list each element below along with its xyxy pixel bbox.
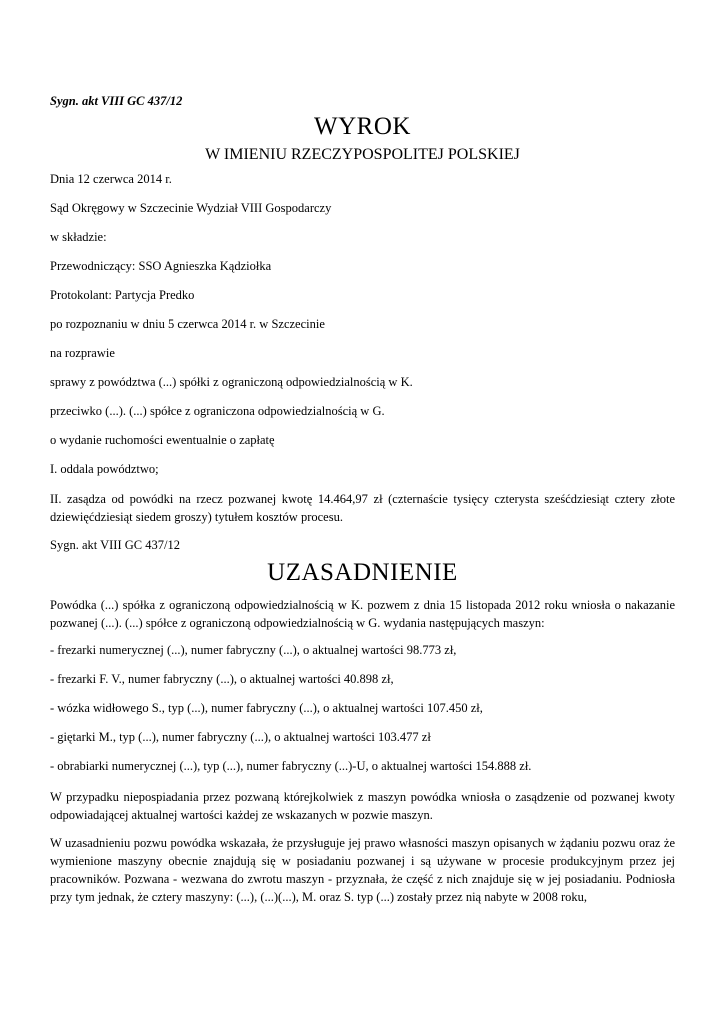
reasoning-title: UZASADNIENIE [267,559,458,586]
case-number-repeat: Sygn. akt VIII GC 437/12 [50,538,180,552]
ruling-point-two: II. zasądza od powódki na rzecz pozwanej kwotę 14.464,97 zł (czternaście tysięcy czterysta sześćdziesiąt cztery złote dziewięćdziesiąt siedem groszy) tytułem kosztów procesu. [50,492,675,524]
machine-item: - obrabiarki numerycznej (...), typ (...), numer fabryczny (...)-U, o aktualnej wartości 154.888 zł. [50,759,532,773]
reasoning-intro: Powódka (...) spółka z ograniczoną odpowiedzialnością w K. pozwem z dnia 15 listopada 2012 roku wniosła o nakazanie pozwanej (...). (...) spółce z ograniczoną odpowiedzialnością w G. wydania następujących maszyn: [50,598,675,630]
machine-item: - frezarki numerycznej (...), numer fabryczny (...), o aktualnej wartości 98.773 zł, [50,643,457,657]
date-line: Dnia 12 czerwca 2014 r. [50,172,172,186]
hearing-line: na rozprawie [50,346,115,360]
machine-item: - frezarki F. V., numer fabryczny (...), o aktualnej wartości 40.898 zł, [50,672,394,686]
hearing-date-line: po rozpoznaniu w dniu 5 czerwca 2014 r. w Szczecinie [50,317,325,331]
clerk-line: Protokolant: Partycja Predko [50,288,195,302]
machine-item: - giętarki M., typ (...), numer fabryczny (...), o aktualnej wartości 103.477 zł [50,730,431,744]
subject-line: o wydanie ruchomości ewentualnie o zapłatę [50,433,275,447]
court-line: Sąd Okręgowy w Szczecinie Wydział VIII Gospodarczy [50,201,332,215]
plaintiff-line: sprawy z powództwa (...) spółki z ograniczoną odpowiedzialnością w K. [50,375,413,389]
case-number: Sygn. akt VIII GC 437/12 [50,94,183,108]
judgment-title: WYROK [314,113,411,140]
reasoning-paragraph-2: W przypadku niepospiadania przez pozwaną którejkolwiek z maszyn powódka wniosła o zasądzenie od pozwanej kwoty odpowiadającej aktualnej wartości każdej ze wskazanych w pozwie maszyn. [50,790,675,822]
reasoning-paragraph-3: W uzasadnieniu pozwu powódka wskazała, że przysługuje jej prawo własności maszyn opisanych w żądaniu pozwu oraz że wymienione maszyny obecnie znajdują się w posiadaniu pozwanej i są używane w procesie produkcyjnym przez jej pracowników. Pozwana - wezwana do zwrotu maszyn - przyznała, że część z nich znajduje się w jej posiadaniu. Podniosła przy tym jednak, że cztery maszyny: (...), (...)(...), M. oraz S. typ (...) zostały przez nią nabyte w 2008 roku, [50,836,675,904]
defendant-line: przeciwko (...). (...) spółce z ograniczona odpowiedzialnością w G. [50,404,385,418]
ruling-point-one: I. oddala powództwo; [50,462,159,476]
machine-item: - wózka widłowego S., typ (...), numer fabryczny (...), o aktualnej wartości 107.450 zł, [50,701,483,715]
presiding-judge-line: Przewodniczący: SSO Agnieszka Kądziołka [50,259,272,273]
judgment-subtitle: W IMIENIU RZECZYPOSPOLITEJ POLSKIEJ [205,146,520,163]
composition-line: w składzie: [50,230,107,244]
